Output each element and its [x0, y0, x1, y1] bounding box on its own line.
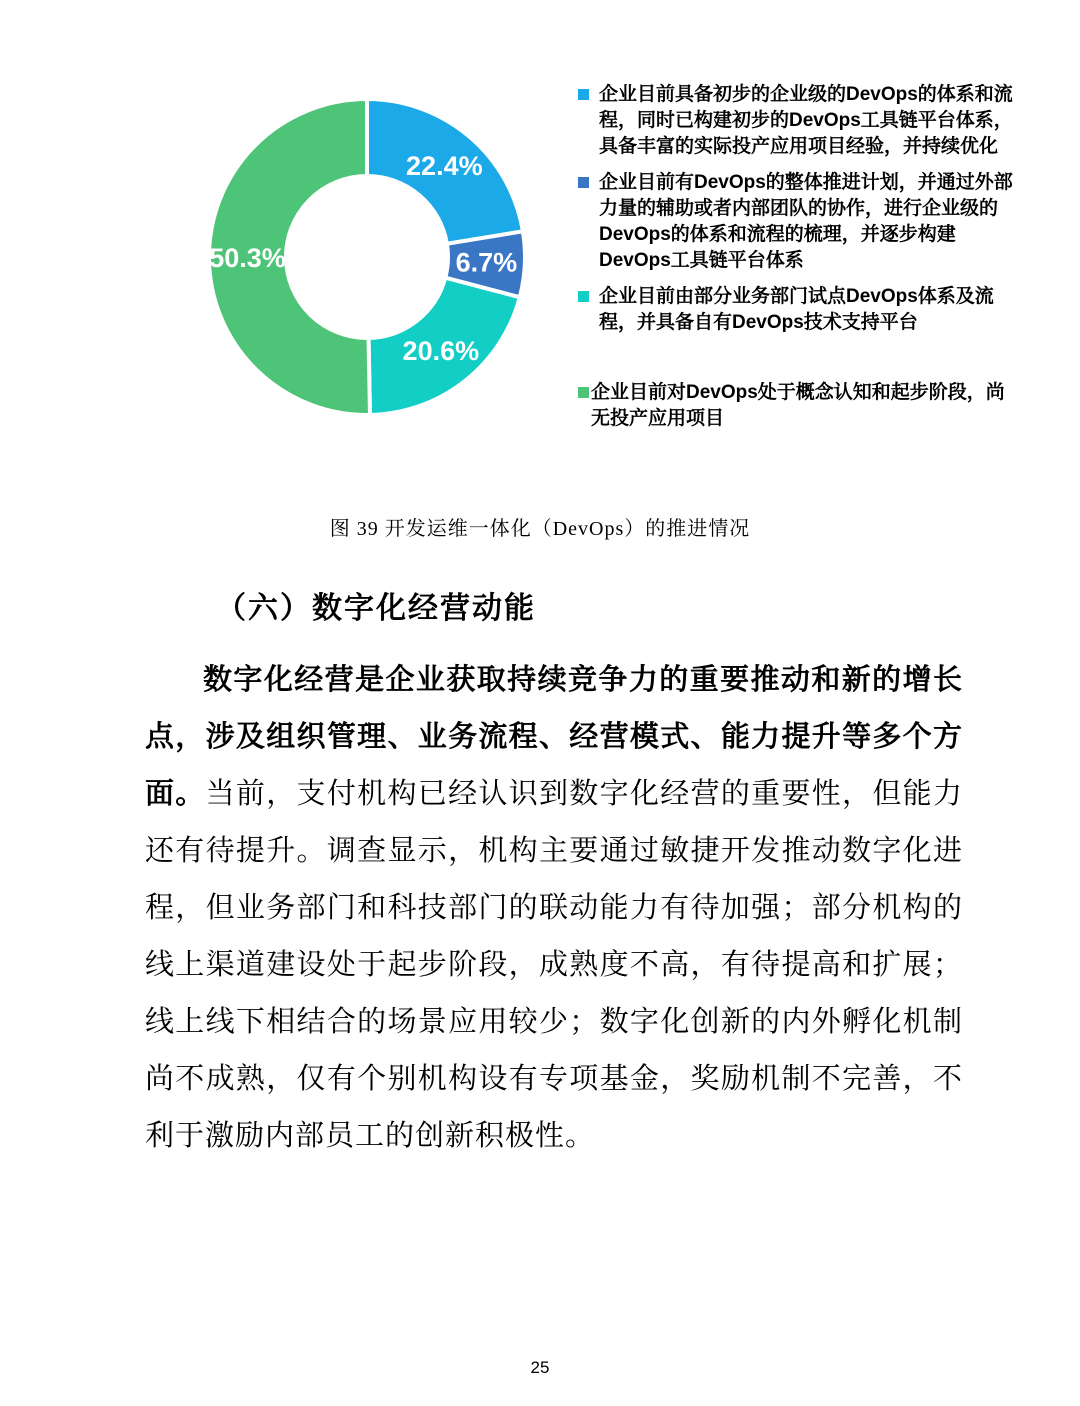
legend-color-swatch-icon [578, 177, 589, 188]
paragraph-body: 当前，支付机构已经认识到数字化经营的重要性，但能力还有待提升。调查显示，机构主要通过敏捷开发推动数字化进程，但业务部门和科技部门的联动能力有待加强；部分机构的线上渠道建设处于起步阶段，成熟度不高，有待提高和扩展；线上线下相结合的场景应用较少；数字化创新的内外孵化机制尚不成熟，仅有个别机构设有专项基金，奖励机制不完善，不利于激励内部员工的创新积极性。 [145, 778, 963, 1152]
devops-figure [170, 80, 1020, 468]
legend-item [578, 170, 1014, 274]
donut-slice-label: 22.4% [406, 150, 483, 181]
legend-item-label: 企业目前有DevOps的整体推进计划，并通过外部力量的辅助或者内部团队的协作，进行企业级的DevOps的体系和流程的梳理，并逐步构建DevOps工具链平台体系 [599, 172, 1013, 271]
legend-color-swatch-icon [578, 291, 589, 302]
legend-item-label: 企业目前具备初步的企业级的DevOps的体系和流程，同时已构建初步的DevOps工具链平台体系，具备丰富的实际投产应用项目经验，并持续优化 [599, 84, 1013, 157]
figure-caption: 图 39 开发运维一体化（DevOps）的推进情况 [329, 518, 751, 540]
section-heading: （六）数字化经营动能 [216, 592, 536, 625]
paragraph-bold-lead: 数字化经营是企业获取持续竞争力的重要推动和新的增长点，涉及组织管理、业务流程、经营模式、能力提升等多个方面。 [145, 664, 963, 810]
legend-item-label: 企业目前对DevOps处于概念认知和起步阶段，尚无投产应用项目 [591, 382, 1005, 429]
devops-donut-chart [200, 90, 534, 424]
donut-slice-label: 50.3% [209, 243, 286, 274]
legend-item [578, 284, 1014, 336]
page-number: 25 [530, 1358, 550, 1377]
legend-item-label: 企业目前由部分业务部门试点DevOps体系及流程，并具备自有DevOps技术支持平台 [599, 286, 994, 333]
donut-slice-label: 20.6% [402, 335, 480, 366]
legend-color-swatch-icon [578, 387, 589, 398]
legend-color-swatch-icon [578, 89, 589, 100]
legend-item [578, 82, 1014, 160]
donut-slice-label: 6.7% [455, 247, 518, 278]
legend-item [578, 380, 1014, 432]
body-paragraph [145, 652, 963, 1165]
chart-legend [578, 82, 1014, 442]
